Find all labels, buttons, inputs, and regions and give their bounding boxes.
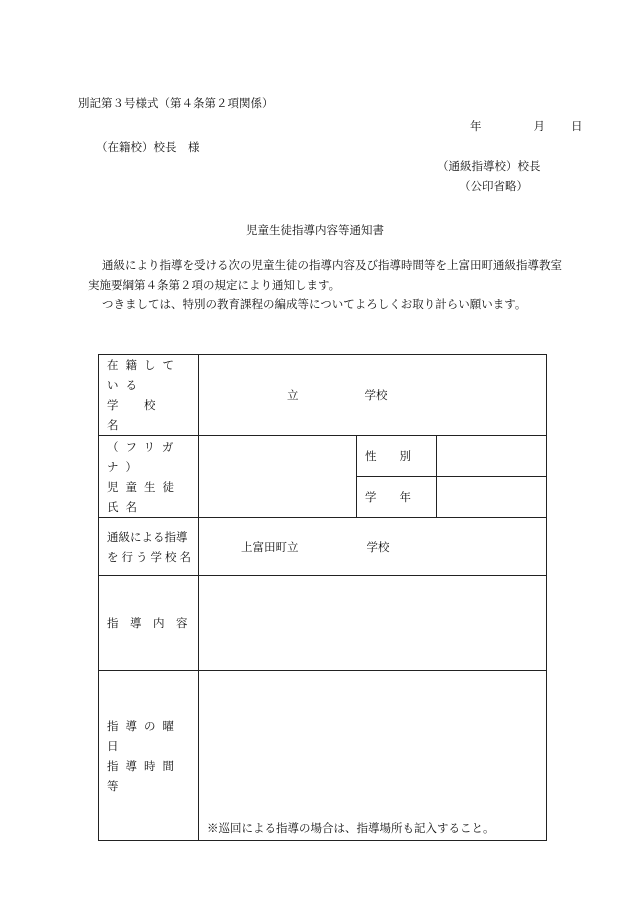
student-row-1 bbox=[99, 436, 547, 477]
tsukyu-school-field[interactable] bbox=[199, 518, 547, 576]
addressee: （在籍校）校長 様 bbox=[96, 140, 200, 154]
tsukyu-school-suffix: 学校 bbox=[366, 539, 390, 554]
student-name-label: （フリガナ） 児童生徒氏名 bbox=[99, 436, 199, 518]
date-year: 年 bbox=[470, 119, 482, 133]
date-day: 日 bbox=[571, 119, 583, 133]
form-title: 別記第３号様式（第４条第２項関係） bbox=[78, 96, 274, 110]
seal-note: （公印省略） bbox=[459, 179, 528, 193]
body-paragraph-2: つきましては、特別の教育課程の編成等についてよろしくお取り計らい願います。 bbox=[102, 297, 527, 311]
enrolled-school-field[interactable] bbox=[199, 355, 547, 436]
enrolled-school-label: 在籍している 学 校 名 bbox=[99, 355, 199, 436]
schedule-note: ※巡回による指導の場合は、指導場所も記入すること。 bbox=[207, 821, 495, 835]
guidance-content-row bbox=[99, 576, 547, 671]
tsukyu-school-label: 通級による指導 を行う学校名 bbox=[99, 518, 199, 576]
grade-label: 学 年 bbox=[357, 477, 437, 518]
date-line bbox=[470, 118, 583, 134]
body-paragraph-1: 通級により指導を受ける次の児童生徒の指導内容及び指導時間等を上富田町通級指導教室実施要綱第４条第２項の規定により通知します。 bbox=[88, 258, 562, 292]
schedule-label: 指導の曜日 指導時間等 bbox=[99, 671, 199, 841]
schedule-field[interactable] bbox=[199, 671, 547, 841]
grade-field[interactable] bbox=[437, 477, 547, 518]
guidance-content-field[interactable] bbox=[199, 576, 547, 671]
gender-field[interactable] bbox=[437, 436, 547, 477]
sender-school: （通級指導校）校長 bbox=[437, 159, 541, 173]
info-table bbox=[98, 354, 547, 841]
date-month: 月 bbox=[533, 119, 545, 133]
document-title: 児童生徒指導内容等通知書 bbox=[246, 223, 384, 237]
schedule-row bbox=[99, 671, 547, 841]
enrolled-school-row bbox=[99, 355, 547, 436]
tsukyu-school-prefix: 上富田町立 bbox=[241, 539, 299, 554]
tsukyu-school-row bbox=[99, 518, 547, 576]
enrolled-school-prefix: 立 bbox=[287, 388, 299, 402]
guidance-content-label: 指 導 内 容 bbox=[99, 576, 199, 671]
enrolled-school-suffix: 学校 bbox=[364, 388, 388, 402]
student-name-field[interactable] bbox=[199, 436, 357, 518]
gender-label: 性 別 bbox=[357, 436, 437, 477]
